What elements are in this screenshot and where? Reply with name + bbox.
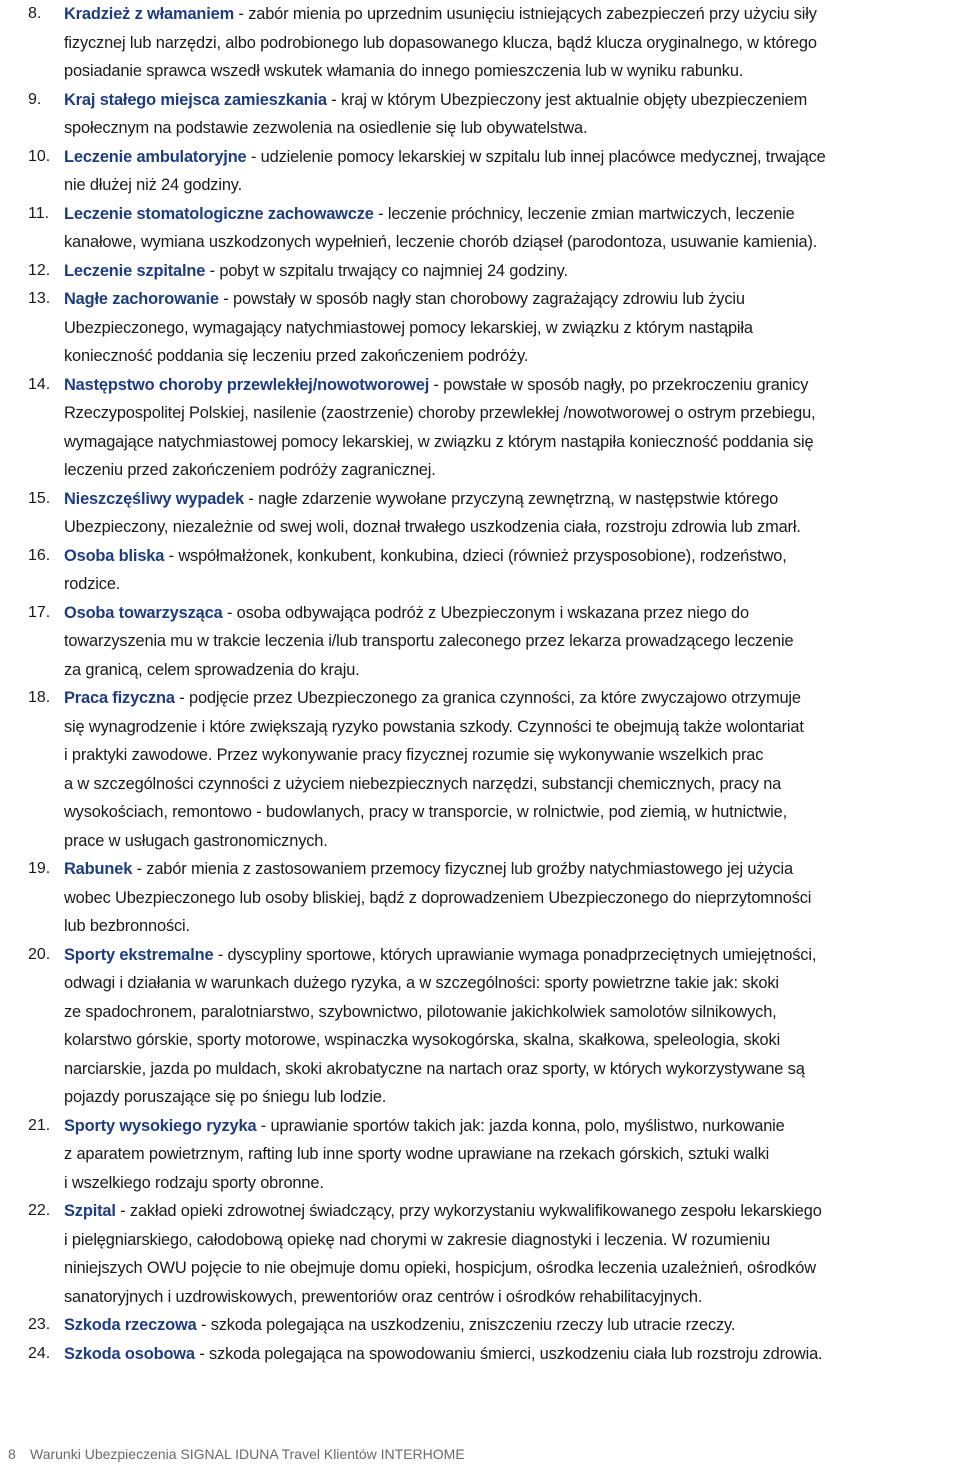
definition-item <box>0 86 960 143</box>
definition-text: i pielęgniarskiego, całodobową opiekę nad chorymi w zakresie diagnostyki i leczenia. W rozumieniu <box>64 1230 771 1249</box>
definition-text: - powstałe w sposób nagły, po przekroczeniu granicy <box>429 375 809 394</box>
definition-line <box>64 485 778 514</box>
definition-item <box>0 143 960 200</box>
definition-term: Nieszczęśliwy wypadek <box>64 489 244 508</box>
definition-item <box>0 257 960 286</box>
definition-text: - zakład opieki zdrowotnej świadczący, przy wykorzystaniu wykwalifikowanego zespołu lekarskiego <box>115 1202 822 1220</box>
definition-text: wobec Ubezpieczonego lub osoby bliskiej, bądź z doprowadzeniem Ubezpieczonego do nieprzytomności <box>64 888 812 907</box>
definition-line <box>64 0 817 29</box>
definition-term: Kradzież z włamaniem <box>64 5 235 23</box>
definition-line <box>64 399 815 428</box>
definition-term: Sporty ekstremalne <box>64 945 214 964</box>
definition-text: - powstały w sposób nagły stan chorobowy zagrażający zdrowiu lub życiu <box>218 290 745 308</box>
definition-text: kolarstwo górskie, sporty motorowe, wspinaczka wysokogórska, skalna, skałkowa, speleologia, skoki <box>64 1031 781 1049</box>
definition-text: Rzeczypospolitej Polskiej, nasilenie (zaostrzenie) choroby przewlekłej /nowotworowej o ostrym przebiegu, <box>64 404 816 422</box>
definition-text: rodzice. <box>64 575 121 593</box>
definition-text: leczeniu przed zakończeniem podróży zagranicznej. <box>64 461 436 479</box>
definition-item <box>0 371 960 485</box>
definition-line <box>64 627 793 656</box>
definition-text: - kraj w którym Ubezpieczony jest aktualnie objęty ubezpieczeniem <box>326 90 808 109</box>
definition-number: 9. <box>28 90 42 108</box>
definition-text: - pobyt w szpitalu trwający co najmniej 24 godziny. <box>205 261 568 280</box>
definition-line <box>64 371 808 400</box>
definition-line <box>64 171 242 200</box>
definition-text: fizycznej lub narzędzi, albo podrobionego lub dopasowanego klucza, bądź klucza oryginalnego, w którego <box>64 33 817 52</box>
definition-text: z aparatem powietrznym, rafting lub inne sporty wodne uprawiane na rzekach górskich, sztuki walki <box>64 1145 770 1163</box>
definition-line <box>64 314 753 343</box>
definition-line <box>64 513 801 542</box>
definition-number: 17. <box>28 603 51 621</box>
definition-text: i wszelkiego rodzaju sporty obronne. <box>64 1173 324 1192</box>
definition-item <box>0 1112 960 1198</box>
definition-term: Szpital <box>64 1202 116 1220</box>
definition-term: Kraj stałego miejsca zamieszkania <box>64 90 327 109</box>
definition-item <box>0 1197 960 1311</box>
definition-line <box>64 1083 386 1112</box>
definition-text: - zabór mienia z zastosowaniem przemocy fizycznej lub groźby natychmiastowego jej użycia <box>132 860 793 878</box>
footer-title: Warunki Ubezpieczenia SIGNAL IDUNA Travel Klientów INTERHOME <box>30 1446 465 1462</box>
definition-line <box>64 86 807 115</box>
definition-line <box>64 257 568 286</box>
definition-text: - współmałżonek, konkubent, konkubina, dzieci (również przysposobione), rodzeństwo, <box>164 546 787 565</box>
definition-line <box>64 200 795 229</box>
definition-line <box>64 1169 324 1198</box>
definition-text: odwagi i działania w warunkach dużego ryzyka, a w szczególności: sporty powietrzne takie jak: skoki <box>64 974 779 992</box>
definition-number: 14. <box>28 375 51 393</box>
definition-term: Osoba bliska <box>64 546 165 565</box>
definition-line <box>64 741 763 770</box>
definition-number: 11. <box>28 204 50 222</box>
definition-line <box>64 855 793 884</box>
definition-text: nie dłużej niż 24 godziny. <box>64 176 243 194</box>
definition-item <box>0 200 960 257</box>
definition-line <box>64 1112 785 1141</box>
page-number: 8 <box>8 1446 16 1462</box>
definition-item <box>0 599 960 685</box>
definition-term: Nagłe zachorowanie <box>64 290 219 308</box>
definition-text: wymagające natychmiastowej pomocy lekarskiej, w związku z którym nastąpiła konieczność poddania się <box>64 432 814 451</box>
definition-number: 15. <box>28 489 51 507</box>
definition-line <box>64 770 781 799</box>
definition-text: za granicą, celem sprowadzenia do kraju. <box>64 660 360 679</box>
definition-number: 20. <box>28 945 51 963</box>
definition-line <box>64 428 813 457</box>
definition-line <box>64 1140 769 1169</box>
definition-line <box>64 1283 702 1312</box>
definition-line <box>64 998 777 1027</box>
definition-text: narciarskie, jazda po muldach, skoki akrobatyczne na nartach oraz sporty, w których wykorzystywane są <box>64 1059 805 1078</box>
definition-line <box>64 342 528 371</box>
definition-line <box>64 143 826 172</box>
definition-line <box>64 114 587 143</box>
definition-line <box>64 1340 822 1369</box>
definition-text: - szkoda polegająca na spowodowaniu śmierci, uszkodzeniu ciała lub rozstroju zdrowia. <box>194 1344 823 1363</box>
definition-text: - dyscypliny sportowe, których uprawianie wymaga ponadprzeciętnych umiejętności, <box>213 945 817 964</box>
definition-term: Rabunek <box>64 860 133 878</box>
definition-term: Następstwo choroby przewlekłej/nowotworowej <box>64 375 430 394</box>
definition-term: Leczenie szpitalne <box>64 261 206 280</box>
definition-number: 19. <box>28 860 51 877</box>
definition-term: Praca fizyczna <box>64 689 175 707</box>
definition-line <box>64 29 817 58</box>
definition-item <box>0 542 960 599</box>
definition-text: - zabór mienia po uprzednim usunięciu istniejących zabezpieczeń przy użyciu siły <box>234 5 817 23</box>
definition-item <box>0 485 960 542</box>
definition-number: 21. <box>28 1116 51 1134</box>
definition-term: Sporty wysokiego ryzyka <box>64 1116 257 1135</box>
definition-text: - podjęcie przez Ubezpieczonego za granica czynności, za które zwyczajowo otrzymuje <box>174 689 801 707</box>
definition-line <box>64 656 360 685</box>
definition-text: towarzyszenia mu w trakcie leczenia i/lub transportu zaleconego przez lekarza prowadzącego leczenie <box>64 632 794 650</box>
definition-text: - uprawianie sportów takich jak: jazda konna, polo, myślistwo, nurkowanie <box>256 1116 785 1135</box>
definition-line <box>64 570 120 599</box>
definition-term: Leczenie stomatologiczne zachowawcze <box>64 204 374 223</box>
definition-term: Szkoda rzeczowa <box>64 1316 197 1334</box>
definition-line <box>64 1055 805 1084</box>
definition-line <box>64 969 779 998</box>
definition-number: 23. <box>28 1316 51 1333</box>
definition-text: niniejszych OWU pojęcie to nie obejmuje domu opieki, hospicjum, ośrodka leczenia uzależnień, ośrodków <box>64 1259 816 1277</box>
definition-line <box>64 1311 735 1340</box>
definition-line <box>64 456 436 485</box>
definition-line <box>64 1197 822 1226</box>
definition-text: Ubezpieczony, niezależnie od swej woli, doznał trwałego uszkodzenia ciała, rozstroju zdrowia lub zmarł. <box>64 518 801 536</box>
definition-number: 16. <box>28 546 51 564</box>
definition-item <box>0 0 960 86</box>
definition-item <box>0 1340 960 1369</box>
definition-text: i praktyki zawodowe. Przez wykonywanie pracy fizycznej rozumie się wykonywanie wszelkich prac <box>64 746 764 764</box>
definition-line <box>64 1026 780 1055</box>
definition-term: Osoba towarzysząca <box>64 603 223 622</box>
definition-line <box>64 827 328 856</box>
definition-line <box>64 684 801 713</box>
definition-text: - leczenie próchnicy, leczenie zmian martwiczych, leczenie <box>373 204 795 223</box>
definition-text: pojazdy poruszające się po śniegu lub lodzie. <box>64 1088 387 1106</box>
definition-line <box>64 941 816 970</box>
definition-item <box>0 941 960 1112</box>
definition-text: ze spadochronem, paralotniarstwo, szybownictwo, pilotowanie jakichkolwiek samolotów silnikowych, <box>64 1002 777 1021</box>
definition-text: społecznym na podstawie zezwolenia na osiedlenie się lub obywatelstwa. <box>64 119 588 137</box>
definition-line <box>64 285 745 314</box>
definition-line <box>64 884 811 913</box>
definition-term: Szkoda osobowa <box>64 1344 195 1363</box>
definition-line <box>64 912 190 941</box>
definition-line <box>64 542 787 571</box>
definition-text: prace w usługach gastronomicznych. <box>64 831 328 850</box>
definition-text: posiadanie sprawca wszedł wskutek włamania do innego pomieszczenia lub w wyniku rabunku. <box>64 62 744 80</box>
definition-line <box>64 599 749 628</box>
definition-text: się wynagrodzenie i które zwiększają ryzyko powstania szkody. Czynności te obejmują także wolontariat <box>64 717 804 736</box>
definition-line <box>64 57 743 86</box>
definition-number: 22. <box>28 1202 51 1219</box>
definition-number: 18. <box>28 689 51 706</box>
definition-text: - osoba odbywająca podróż z Ubezpieczonym i wskazana przez niego do <box>222 603 749 622</box>
definition-text: konieczność poddania się leczeniu przed zakończeniem podróży. <box>64 347 529 365</box>
definition-number: 8. <box>28 5 42 22</box>
definition-text: sanatoryjnych i uzdrowiskowych, prewentoriów oraz centrów i ośrodków rehabilitacyjnych. <box>64 1287 703 1306</box>
definition-line <box>64 798 787 827</box>
definition-line <box>64 228 817 257</box>
definition-text: - nagłe zdarzenie wywołane przyczyną zewnętrzną, w następstwie którego <box>243 489 779 508</box>
definition-line <box>64 1254 816 1283</box>
definition-text: - szkoda polegająca na uszkodzeniu, zniszczeniu rzeczy lub utracie rzeczy. <box>196 1316 736 1334</box>
page-footer <box>0 1442 960 1466</box>
definition-text: wysokościach, remontowo - budowlanych, pracy w transporcie, w rolnictwie, pod ziemią, w hutnictwie, <box>64 803 788 821</box>
definition-number: 10. <box>28 147 51 165</box>
definition-item <box>0 855 960 941</box>
definition-text: Ubezpieczonego, wymagający natychmiastowej pomocy lekarskiej, w związku z którym nastąpiła <box>64 318 753 337</box>
definition-item <box>0 1311 960 1340</box>
definition-term: Leczenie ambulatoryjne <box>64 147 247 166</box>
definition-text: lub bezbronności. <box>64 917 190 935</box>
definition-number: 13. <box>28 290 51 307</box>
definition-number: 12. <box>28 261 51 279</box>
definition-line <box>64 1226 770 1255</box>
definition-line <box>64 713 804 742</box>
definition-number: 24. <box>28 1344 51 1362</box>
definition-item <box>0 285 960 371</box>
definition-text: a w szczególności czynności z użyciem niebezpiecznych narzędzi, substancji chemicznych, pracy na <box>64 774 782 793</box>
definition-text: kanałowe, wymiana uszkodzonych wypełnień, leczenie chorób dziąseł (parodontoza, usuwanie kamienia). <box>64 233 818 251</box>
definition-item <box>0 684 960 855</box>
definition-text: - udzielenie pomocy lekarskiej w szpitalu lub innej placówce medycznej, trwające <box>246 147 826 166</box>
